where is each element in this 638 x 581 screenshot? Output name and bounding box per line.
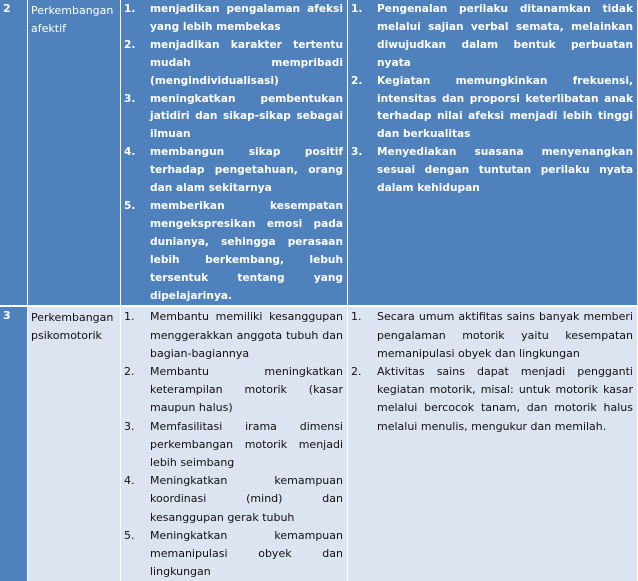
list-item: 2. Aktivitas sains dapat menjadi pengganti kegiatan motorik, misal: untuk motorik kasar melalui bercocok tanam, dan motorik halus melalui menulis, mengukur dan memilah.: [351, 365, 633, 433]
list-item: 2. Kegiatan memungkinkan frekuensi, intensitas dan proporsi keterlibatan anak terhadap nilai afeksi menjadi lebih tinggi dan berkualitas: [351, 74, 633, 141]
list-item: 1. Membantu memiliki kesanggupan menggerakkan anggota tubuh dan bagian-bagiannya: [124, 310, 343, 360]
list-item: 4. Meningkatkan kemampuan koordinasi (mind) dan kesanggupan gerak tubuh: [124, 474, 343, 524]
objectives-cell: [121, 0, 348, 306]
objectives-list: [121, 307, 347, 581]
objectives-cell: [121, 306, 348, 581]
list-item: 2. menjadikan karakter tertentu mudah mempribadi (mengindividualisasi): [124, 38, 343, 87]
row-number: 3: [0, 306, 28, 581]
strategies-cell: [348, 306, 638, 581]
strategies-cell: [348, 0, 638, 306]
table-row: [0, 306, 638, 581]
strategies-list: [348, 307, 637, 435]
list-item: 3. Menyediakan suasana menyenangkan sesuai dengan tuntutan perilaku nyata dalam kehidupan: [351, 146, 633, 195]
list-item: 1. menjadikan pengalaman afeksi yang lebih membekas: [124, 3, 343, 33]
list-item: 5. memberikan kesempatan mengekspresikan emosi pada dunianya, sehingga perasaan lebih berkembang, lebuh tersentuk tentang yang dipelajarinya.: [124, 199, 343, 302]
list-item: 4. membangun sikap positif terhadap pengetahuan, orang dan alam sekitarnya: [124, 146, 343, 195]
list-item: 1. Pengenalan perilaku ditanamkan tidak melalui sajian verbal semata, melainkan diwujudkan dalam bentuk perbuatan nyata: [351, 3, 633, 69]
category-cell: Perkembangan psikomotorik: [28, 306, 121, 581]
category-cell: Perkembangan afektif: [28, 0, 121, 306]
list-item: 5. Meningkatkan kemampuan memanipulasi obyek dan lingkungan: [124, 528, 343, 579]
list-item: 3. meningkatkan pembentukan jatidiri dan sikap-sikap sebagai ilmuan: [124, 92, 343, 141]
strategies-list: [348, 0, 637, 198]
objectives-list: [121, 0, 347, 305]
list-item: 2. Membantu meningkatkan keterampilan motorik (kasar maupun halus): [124, 365, 343, 415]
list-item: 3. Memfasilitasi irama dimensi perkembangan motorik menjadi lebih seimbang: [124, 419, 343, 470]
row-number: 2: [0, 0, 28, 306]
list-item: 1. Secara umum aktifitas sains banyak memberi pengalaman motorik yaitu kesempatan memanipulasi obyek dan lingkungan: [351, 310, 633, 360]
